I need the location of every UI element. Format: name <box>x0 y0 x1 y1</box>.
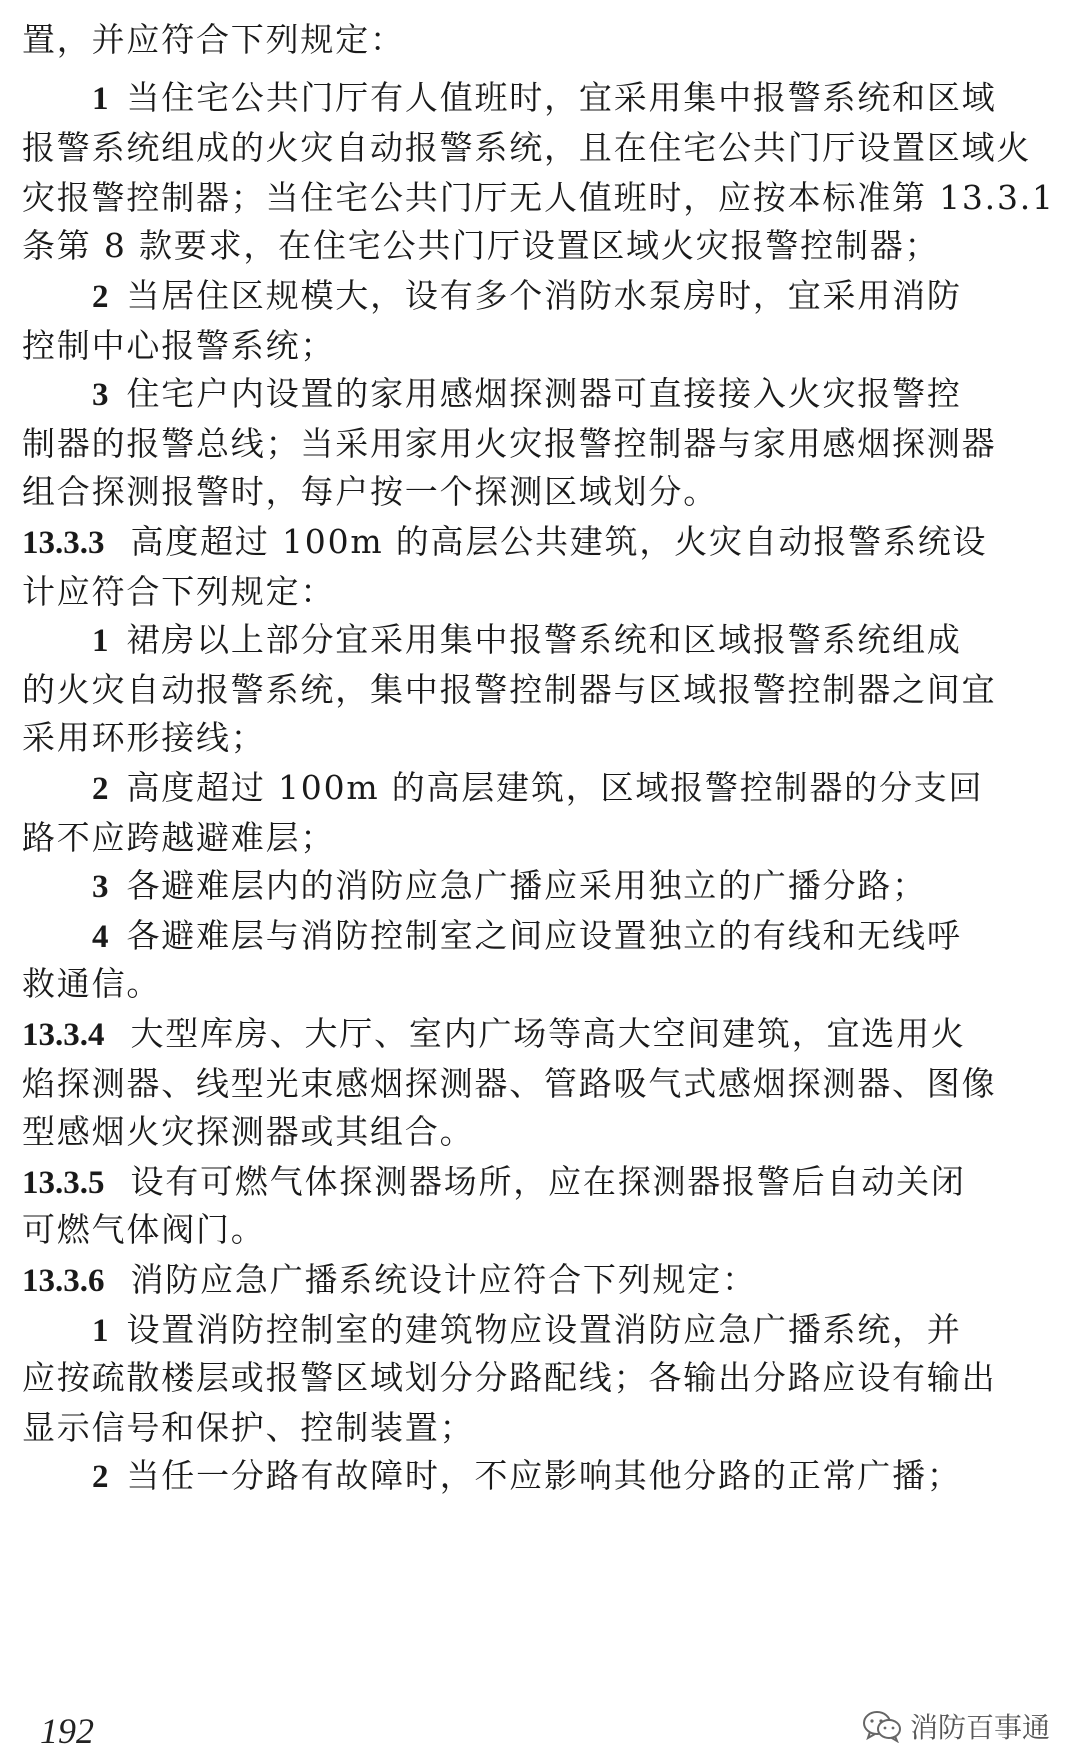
item-number: 1 <box>92 1313 109 1349</box>
list-item: 2 高度超过 100m 的高层建筑，区域报警控制器的分支回 <box>92 768 984 807</box>
section-heading: 13.3.4 大型库房、大厅、室内广场等高大空间建筑，宜选用火 <box>22 1014 966 1053</box>
text-line: 型感烟火灾探测器或其组合。 <box>22 1112 475 1151</box>
text-line: 报警系统组成的火灾自动报警系统，且在住宅公共门厅设置区域火 <box>22 128 1032 167</box>
text-line: 控制中心报警系统； <box>22 326 336 365</box>
text-line: 制器的报警总线；当采用家用火灾报警控制器与家用感烟探测器 <box>22 424 997 463</box>
item-number: 3 <box>92 869 109 905</box>
text-line: 计应符合下列规定： <box>22 572 336 611</box>
watermark-text: 消防百事通 <box>909 1711 1050 1744</box>
item-number: 4 <box>92 919 109 955</box>
text-line: 路不应跨越避难层； <box>22 818 336 857</box>
text-line: 组合探测报警时，每户按一个探测区域划分。 <box>22 472 718 511</box>
section-number: 13.3.3 <box>22 525 105 561</box>
text-line: 可燃气体阀门。 <box>22 1210 266 1249</box>
item-number: 3 <box>92 377 109 413</box>
section-heading: 13.3.3 高度超过 100m 的高层公共建筑，火灾自动报警系统设 <box>22 522 988 561</box>
text-line: 采用环形接线； <box>22 718 266 757</box>
list-item: 1 当住宅公共门厅有人值班时，宜采用集中报警系统和区域 <box>92 78 997 117</box>
item-number: 1 <box>92 81 109 117</box>
text-line: 显示信号和保护、控制装置； <box>22 1408 475 1447</box>
item-number: 2 <box>92 279 109 315</box>
list-item: 1 裙房以上部分宜采用集中报警系统和区域报警系统组成 <box>92 620 962 659</box>
section-number: 13.3.4 <box>22 1017 105 1053</box>
item-number: 2 <box>92 1459 109 1495</box>
list-item: 4 各避难层与消防控制室之间应设置独立的有线和无线呼 <box>92 916 962 955</box>
text-line: 置，并应符合下列规定： <box>22 20 405 59</box>
section-number: 13.3.5 <box>22 1165 105 1201</box>
item-number: 1 <box>92 623 109 659</box>
list-item: 3 各避难层内的消防应急广播应采用独立的广播分路； <box>92 866 927 905</box>
page-number: 192 <box>40 1711 94 1751</box>
text-line: 焰探测器、线型光束感烟探测器、管路吸气式感烟探测器、图像 <box>22 1064 997 1103</box>
section-heading: 13.3.5 设有可燃气体探测器场所，应在探测器报警后自动关闭 <box>22 1162 966 1201</box>
text-line: 的火灾自动报警系统，集中报警控制器与区域报警控制器之间宜 <box>22 670 997 709</box>
item-number: 2 <box>92 771 109 807</box>
list-item: 2 当任一分路有故障时，不应影响其他分路的正常广播； <box>92 1456 962 1495</box>
watermark <box>862 1706 1050 1746</box>
list-item: 3 住宅户内设置的家用感烟探测器可直接接入火灾报警控 <box>92 374 962 413</box>
section-heading: 13.3.6 消防应急广播系统设计应符合下列规定： <box>22 1260 757 1299</box>
text-line: 灾报警控制器；当住宅公共门厅无人值班时，应按本标准第 13.3.1 <box>22 178 1055 217</box>
list-item: 2 当居住区规模大，设有多个消防水泵房时，宜采用消防 <box>92 276 962 315</box>
section-number: 13.3.6 <box>22 1263 105 1299</box>
text-line: 条第 8 款要求，在住宅公共门厅设置区域火灾报警控制器； <box>22 226 940 265</box>
wechat-icon <box>862 1709 902 1743</box>
text-line: 救通信。 <box>22 964 162 1003</box>
text-line: 应按疏散楼层或报警区域划分分路配线；各输出分路应设有输出 <box>22 1358 997 1397</box>
list-item: 1 设置消防控制室的建筑物应设置消防应急广播系统，并 <box>92 1310 962 1349</box>
